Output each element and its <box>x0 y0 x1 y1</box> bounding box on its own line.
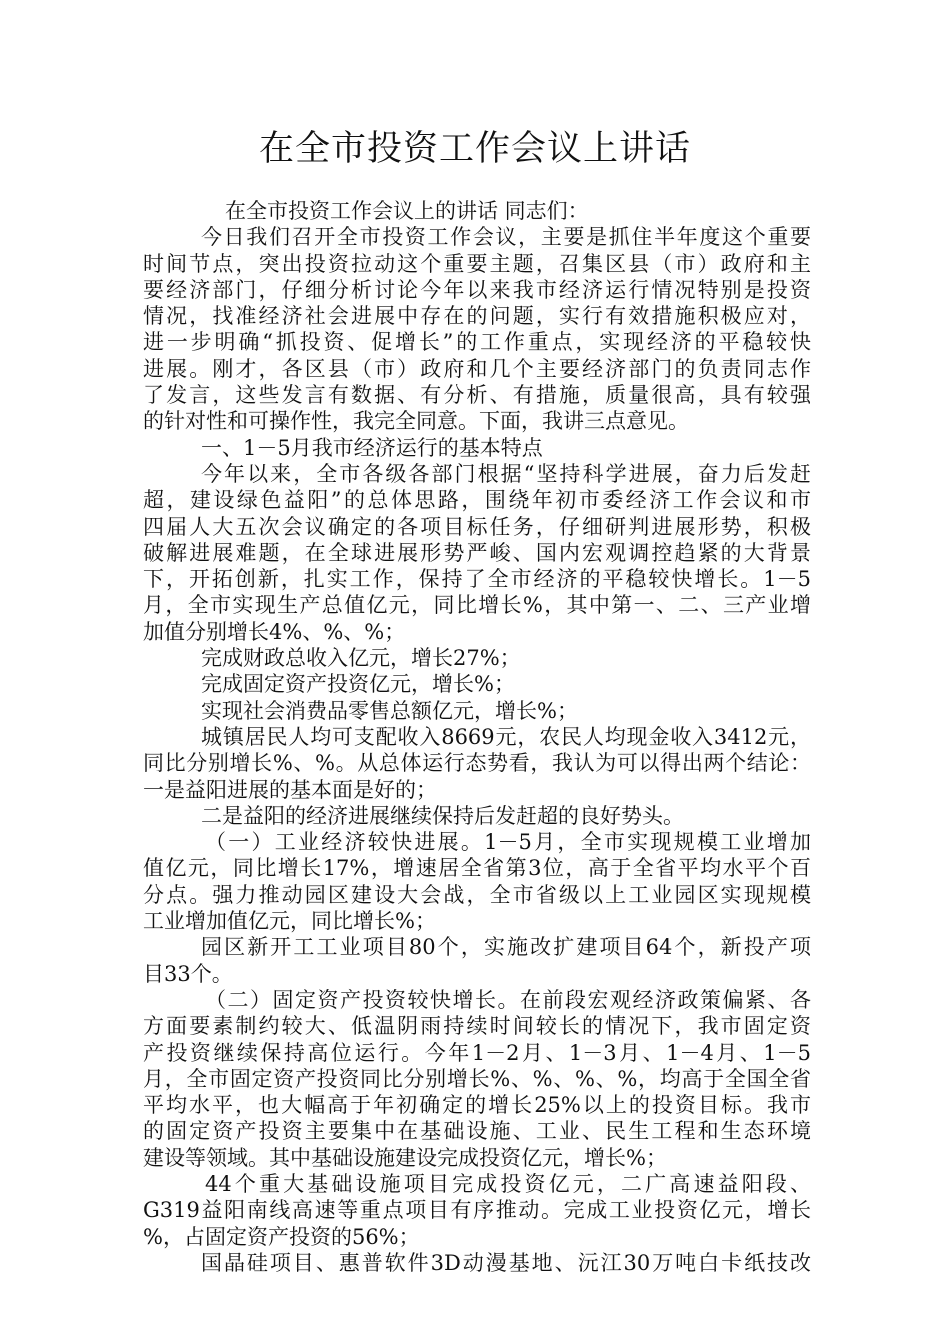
paragraph-line: 国晶硅项目、惠普软件3D动漫基地、沅江30万吨白卡纸技改 <box>201 1250 811 1275</box>
paragraph-line: 的针对性和可操作性，我完全同意。下面，我讲三点意见。 <box>143 409 689 434</box>
paragraph-line: 的固定资产投资主要集中在基础设施、工业、民生工程和生态环境 <box>143 1119 811 1144</box>
paragraph-line: 完成固定资产投资亿元，增长%； <box>201 672 515 697</box>
paragraph-line: 下，开拓创新，扎实工作，保持了全市经济的平稳较快增长。1－5 <box>143 567 811 592</box>
paragraph-line: 城镇居民人均可支配收入8669元，农民人均现金收入3412元， <box>201 724 811 749</box>
paragraph-line: 产投资继续保持高位运行。今年1－2月、1－3月、1－4月、1－5 <box>143 1040 811 1065</box>
paragraph-line: 工业增加值亿元，同比增长%； <box>143 909 436 934</box>
paragraph-line: 二是益阳的经济进展继续保持后发赶超的良好势头。 <box>201 803 684 828</box>
opening-line: 在全市投资工作会议上的讲话 同志们： <box>225 199 589 223</box>
paragraph-line: 要经济部门，仔细分析讨论今年以来我市经济运行情况特别是投资 <box>143 277 811 302</box>
paragraph-line: 进展。刚才，各区县（市）政府和几个主要经济部门的负责同志作 <box>143 356 811 381</box>
paragraph-line: 一是益阳进展的基本面是好的； <box>143 777 437 802</box>
paragraph-line: 今日我们召开全市投资工作会议，主要是抓住半年度这个重要 <box>201 225 811 250</box>
paragraph-line: 月，全市固定资产投资同比分别增长%、%、%、%，均高于全国全省 <box>143 1066 811 1091</box>
paragraph-line: （二）固定资产投资较快增长。在前段宏观经济政策偏紧、各 <box>205 987 811 1012</box>
paragraph-line: 加值分别增长4%、%、%； <box>143 619 406 644</box>
paragraph-line: 时间节点，突出投资拉动这个重要主题，召集区县（市）政府和主 <box>143 251 811 276</box>
paragraph-line: 情况，找准经济社会进展中存在的问题，实行有效措施积极应对， <box>143 304 811 329</box>
section-heading: 一、1－5月我市经济运行的基本特点 <box>201 435 543 460</box>
paragraph-line: 实现社会消费品零售总额亿元，增长%； <box>201 698 578 723</box>
paragraph-line: 破解进展难题，在全球进展形势严峻、国内宏观调控趋紧的大背景 <box>143 540 811 565</box>
paragraph-line: 值亿元，同比增长17%，增速居全省第3位，高于全省平均水平个百 <box>143 856 811 881</box>
document-title: 在全市投资工作会议上讲话 <box>258 129 691 169</box>
paragraph-line: （一）工业经济较快进展。1－5月，全市实现规模工业增加 <box>205 830 811 855</box>
paragraph-line: G319益阳南线高速等重点项目有序推动。完成工业投资亿元，增长 <box>143 1198 811 1223</box>
paragraph-line: 方面要素制约较大、低温阴雨持续时间较长的情况下，我市固定资 <box>143 1014 811 1039</box>
document-body <box>143 198 811 1276</box>
paragraph-line: 月，全市实现生产总值亿元，同比增长%，其中第一、二、三产业增 <box>143 593 811 618</box>
paragraph-line: 超，建设绿色益阳”的总体思路，围绕年初市委经济工作会议和市 <box>143 488 811 513</box>
paragraph-line: 目33个。 <box>143 961 233 986</box>
paragraph-line: 平均水平，也大幅高于年初确定的增长25%以上的投资目标。我市 <box>143 1093 811 1118</box>
paragraph-line: 今年以来，全市各级各部门根据“坚持科学进展，奋力后发赶 <box>201 461 811 486</box>
paragraph-line: 44个重大基础设施项目完成投资亿元，二广高速益阳段、 <box>205 1171 811 1196</box>
paragraph-line: 完成财政总收入亿元，增长27%； <box>201 646 521 671</box>
paragraph-line: 建设等领域。其中基础设施建设完成投资亿元，增长%； <box>143 1145 667 1170</box>
paragraph-line: 进一步明确“抓投资、促增长”的工作重点，实现经济的平稳较快 <box>143 330 811 355</box>
paragraph-line: 分点。强力推动园区建设大会战，全市省级以上工业园区实现规模 <box>143 882 811 907</box>
paragraph-line: 了发言，这些发言有数据、有分析、有措施，质量很高，具有较强 <box>143 383 811 408</box>
paragraph-line: 同比分别增长%、%。从总体运行态势看，我认为可以得出两个结论： <box>143 751 811 776</box>
paragraph-line: 四届人大五次会议确定的各项目标任务，仔细研判进展形势，积极 <box>143 514 811 539</box>
paragraph-line: 园区新开工工业项目80个，实施改扩建项目64个，新投产项 <box>201 935 811 960</box>
paragraph-line: %，占固定资产投资的56%； <box>143 1224 420 1249</box>
